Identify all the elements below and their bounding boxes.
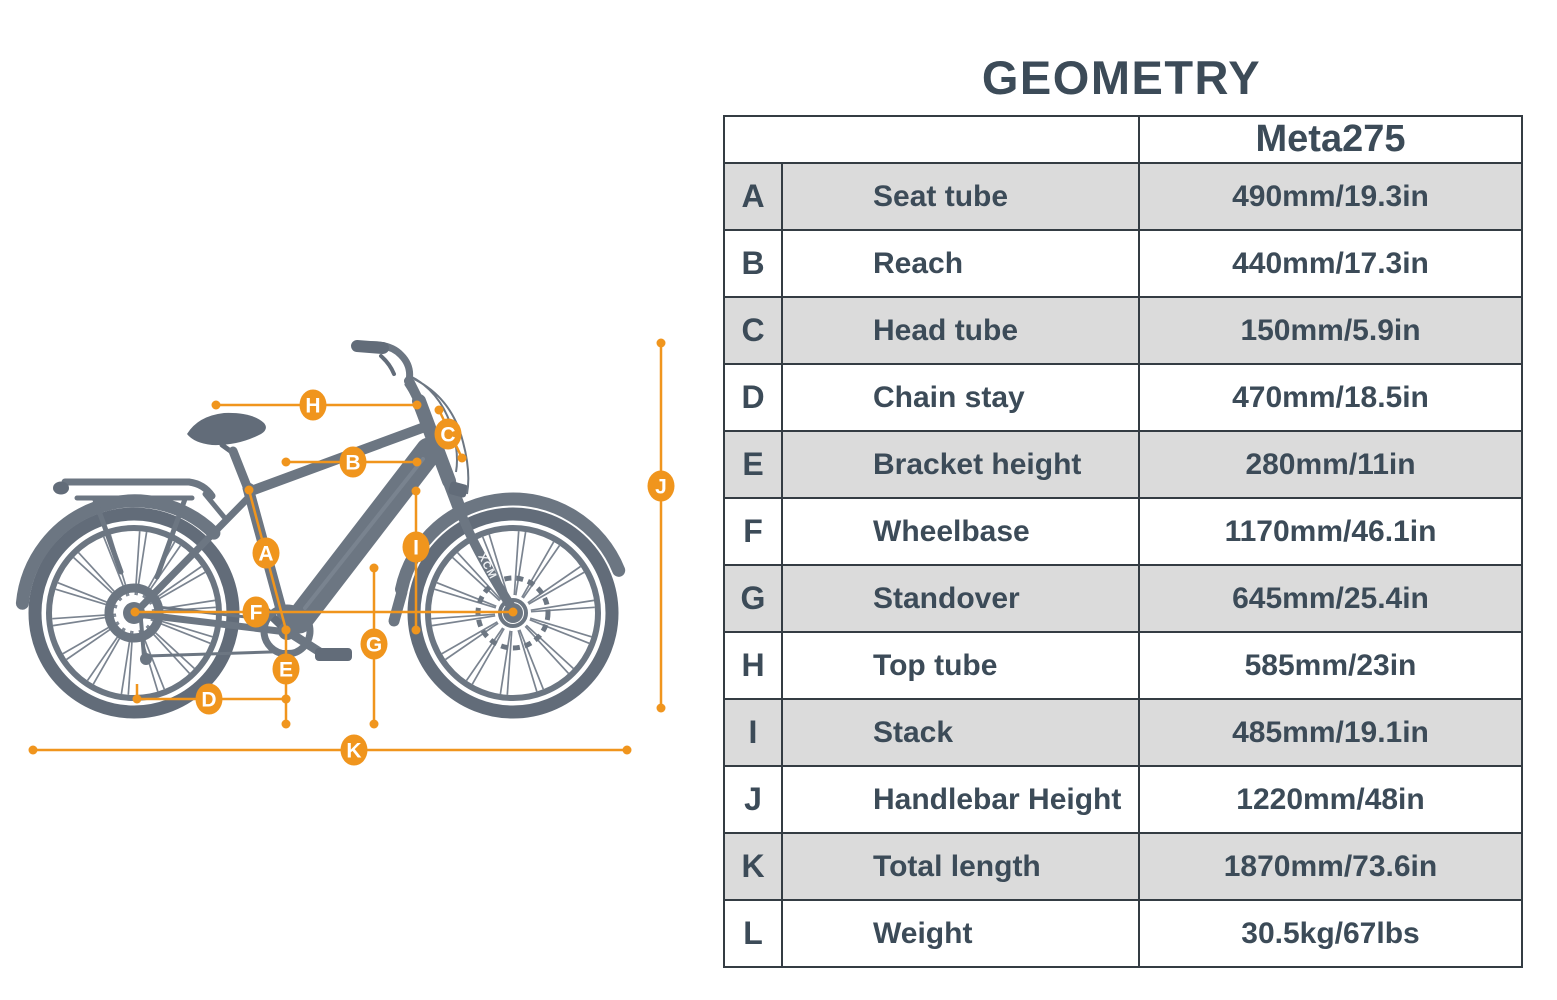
measure-label-G: G xyxy=(365,633,383,657)
table-row xyxy=(724,632,1522,699)
measure-endpoint-G xyxy=(370,564,379,573)
row-value: 1170mm/46.1in xyxy=(1139,498,1522,565)
measure-endpoint-H xyxy=(413,401,422,410)
row-label: Total length xyxy=(782,833,1139,900)
row-key: F xyxy=(724,498,782,565)
row-key: I xyxy=(724,699,782,766)
row-value: 280mm/11in xyxy=(1139,431,1522,498)
table-row xyxy=(724,833,1522,900)
measure-label-F: F xyxy=(249,601,263,625)
measure-endpoint-F xyxy=(131,608,140,617)
measure-label-J: J xyxy=(655,475,667,499)
measure-endpoint-B xyxy=(413,458,422,467)
pedal xyxy=(315,648,352,661)
measure-G xyxy=(361,564,388,729)
measure-endpoint-E xyxy=(282,626,291,635)
row-label: Chain stay xyxy=(782,364,1139,431)
table-row xyxy=(724,565,1522,632)
measure-endpoint-A xyxy=(245,486,254,495)
row-label: Weight xyxy=(782,900,1139,967)
measure-endpoint-K xyxy=(29,746,38,755)
row-key: L xyxy=(724,900,782,967)
seat-post xyxy=(233,451,248,489)
table-row xyxy=(724,900,1522,967)
row-value: 470mm/18.5in xyxy=(1139,364,1522,431)
measure-endpoint-H xyxy=(212,401,221,410)
fork-brand-label: XCM xyxy=(475,551,499,582)
geometry-table xyxy=(723,115,1523,968)
measure-K xyxy=(29,735,632,766)
row-key: C xyxy=(724,297,782,364)
measure-label-E: E xyxy=(278,658,294,682)
row-value: 585mm/23in xyxy=(1139,632,1522,699)
page-title: GEOMETRY xyxy=(981,51,1262,104)
row-label: Top tube xyxy=(782,632,1139,699)
row-key: A xyxy=(724,163,782,230)
measure-endpoint-E xyxy=(282,720,291,729)
row-value: 440mm/17.3in xyxy=(1139,230,1522,297)
row-value: 30.5kg/67lbs xyxy=(1139,900,1522,967)
measure-endpoint-C xyxy=(458,454,467,463)
measure-endpoint-D xyxy=(133,695,142,704)
table-row xyxy=(724,297,1522,364)
brake-lever xyxy=(381,356,394,374)
row-label: Handlebar Height xyxy=(782,766,1139,833)
row-value: 490mm/19.3in xyxy=(1139,163,1522,230)
derailleur-pulley xyxy=(140,653,152,665)
measure-endpoint-J xyxy=(657,704,666,713)
rear-light xyxy=(53,482,69,495)
saddle xyxy=(187,413,266,445)
measure-endpoint-F xyxy=(509,608,518,617)
front-mudflap xyxy=(394,592,402,621)
handlebar-grip xyxy=(357,346,383,348)
row-value: 485mm/19.1in xyxy=(1139,699,1522,766)
row-key: G xyxy=(724,565,782,632)
row-label: Head tube xyxy=(782,297,1139,364)
row-label: Reach xyxy=(782,230,1139,297)
rack-top-rail xyxy=(65,482,212,496)
row-value: 150mm/5.9in xyxy=(1139,297,1522,364)
row-key: H xyxy=(724,632,782,699)
measure-label-C: C xyxy=(440,423,456,447)
measure-endpoint-C xyxy=(435,406,444,415)
row-label: Seat tube xyxy=(782,163,1139,230)
row-value: 1220mm/48in xyxy=(1139,766,1522,833)
row-label: Standover xyxy=(782,565,1139,632)
row-value: 1870mm/73.6in xyxy=(1139,833,1522,900)
table-row xyxy=(724,766,1522,833)
table-row xyxy=(724,364,1522,431)
measure-label-D: D xyxy=(201,688,217,712)
measure-endpoint-I xyxy=(412,626,421,635)
row-label: Wheelbase xyxy=(782,498,1139,565)
measure-endpoint-E xyxy=(282,695,291,704)
measure-endpoint-K xyxy=(623,746,632,755)
table-row xyxy=(724,163,1522,230)
measure-endpoint-B xyxy=(282,458,291,467)
measure-label-K: K xyxy=(346,739,362,763)
row-value: 645mm/25.4in xyxy=(1139,565,1522,632)
bike-diagram xyxy=(0,0,717,1000)
row-key: K xyxy=(724,833,782,900)
table-row xyxy=(724,699,1522,766)
measure-label-A: A xyxy=(258,542,274,566)
row-key: D xyxy=(724,364,782,431)
measure-J xyxy=(648,339,675,713)
derailleur xyxy=(141,620,144,657)
row-key: B xyxy=(724,230,782,297)
table-header-row xyxy=(724,116,1522,163)
table-row xyxy=(724,431,1522,498)
measure-label-B: B xyxy=(345,451,361,475)
measure-endpoint-I xyxy=(412,487,421,496)
measure-endpoint-G xyxy=(370,720,379,729)
measure-label-I: I xyxy=(413,536,419,560)
row-key: E xyxy=(724,431,782,498)
row-label: Bracket height xyxy=(782,431,1139,498)
header-blank-cell xyxy=(724,116,1139,163)
measure-endpoint-J xyxy=(657,339,666,348)
table-row xyxy=(724,498,1522,565)
row-key: J xyxy=(724,766,782,833)
measure-label-H: H xyxy=(305,394,321,418)
geometry-table-body xyxy=(724,163,1522,967)
model-header-cell: Meta275 xyxy=(1139,116,1522,163)
row-label: Stack xyxy=(782,699,1139,766)
table-row xyxy=(724,230,1522,297)
